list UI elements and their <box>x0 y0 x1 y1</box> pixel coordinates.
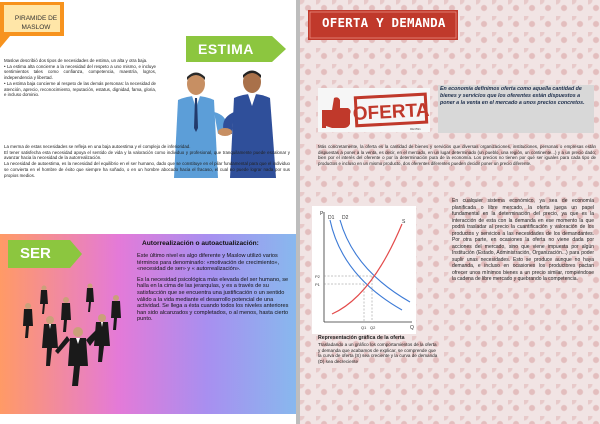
estima-body-para: El tener satisfecha esta necesidad apoya el sentido de vida y la valoración como individuo y profesional, que tranquilamente puede escalonar y avanzar hacia la necesidad de la autorrealización. <box>4 149 290 161</box>
label-s: S <box>402 219 406 225</box>
autorrealizacion-body <box>137 253 289 327</box>
ser-title: SER <box>20 245 51 262</box>
page-title: OFERTA Y DEMANDA <box>322 15 446 30</box>
market-paragraph: En cualquier sistema económico, ya sea de economía planificada o libre mercado, la oferta juega un papel fundamental en la determinación del precio, ya que es la interacción de esta con la demanda en ese momento la que podrá trasladar al precio la cuantificación y valoración de los productos y servicios a las necesidades de los demandantes. Por otra parte, en ocasiones la oferta no viene dada por acciones del mercado, sino que viene impuesta por algún Institución (Estado, Administración, Organización...) para poder suplir unas necesidades. Esto se produce aunque no haya demanda, e incluso en ocasiones los productores pactan ofrecer unos mínimos bienes a un precio similar, rompiéndose la cadena de libre mercado y quebrando la competencia. <box>452 198 594 282</box>
supply-demand-graph <box>312 206 416 334</box>
stamp-text: OFERTA <box>352 99 430 125</box>
estima-body-para: La merma de estas necesidades se refleja en una baja autoestima y el complejo de inferioridad. <box>4 144 191 149</box>
graph-caption-body: Trasladando a un gráfico los comportamientos de la oferta y demanda que acabamos de explicar, se comprende que la curva de oferta (S) sea creciente y la curva de demanda (D) sea decreciente <box>318 342 438 364</box>
estima-intro <box>4 58 156 98</box>
banner-line-1: PIRAMIDE DE <box>14 15 58 22</box>
label-d2: D2 <box>342 215 349 221</box>
image-caption: RE3591 <box>410 127 421 131</box>
axis-label-q: Q <box>410 325 414 331</box>
label-d1: D1 <box>328 215 335 221</box>
oferta-stamp-image <box>318 88 430 132</box>
ser-para: Este último nivel es algo diferente y Maslow utilizó varios términos para denominarlo: «motivación de crecimiento», «necesidad de ser» y « autorrealización». <box>137 253 280 273</box>
estima-tab <box>186 36 286 62</box>
estima-para: • La estima baja concierne al respeto de las demás personas: la necesidad de atención, aprecio, reconocimiento, reputación, estatus, dignidad, fama, gloria, e incluso dominio. <box>4 80 156 98</box>
detail-paragraph: Más concretamente, la oferta es la cantidad de bienes y servicios que diversas organizaciones, instituciones, personas o empresas están dispuestas a poner a la venta, es decir, en el mercado, en un lugar determinado (un pueblo, una región, un continente...) y a un precio dado; bien por el interés del oferente o por la determinación pura de la economía. Los precios no tienen por qué ser iguales para cada tipo de productos e incluso en un mismo producto, dos oferentes diferentes pueden decidir poner un precio diferente. <box>318 144 596 167</box>
pyramid-banner-label <box>8 14 64 32</box>
label-p1: P1 <box>315 282 320 287</box>
label-q2: Q2 <box>370 325 376 330</box>
graph-caption <box>318 336 438 364</box>
estima-body-para: La necesidad de autoestima, es la necesidad del equilibrio en el ser humano, dado que se constituye en el pilar fundamental para que el individuo se convierta en el hombre de éxito que siempre ha soñado, o en un hombre abocado hacia el fracaso, el cual no puede lograr nada por sus propios medios. <box>4 161 290 178</box>
banner-line-2: MASLOW <box>21 24 51 31</box>
estima-title: ESTIMA <box>198 41 254 57</box>
label-p2: P2 <box>315 274 320 279</box>
estima-para: Maslow describió dos tipos de necesidades de estima, un alta y otra baja. <box>4 58 148 63</box>
business-race-photo <box>4 274 128 406</box>
autorrealizacion-title: Autorrealización o autoactualización: <box>142 240 259 247</box>
runners <box>23 284 121 387</box>
label-q1: Q1 <box>361 325 367 330</box>
definition-text: En economía definimos oferta como aquella cantidad de bienes y servicios que los oferentes están dispuestos a poner a la venta en el mercado a unos precios concretos. <box>440 86 585 106</box>
graph-caption-title: Representación gráfica de la oferta <box>318 335 405 341</box>
ser-badge <box>8 240 82 268</box>
estima-body <box>4 144 290 178</box>
ser-para: Es la necesidad psicológica más elevada del ser humano, se halla en la cima de las jerarquías, y es a través de su satisfacción que se encuentra una justificación o un sentido válido a la vida mediante el desarrollo potencial de una actividad. Se llega a ésta cuando todos los niveles anteriores han sido alcanzados y completados, o al menos, hasta cierto punto. <box>137 276 289 323</box>
axis-label-p: P <box>320 211 324 217</box>
estima-para: • La estima alta concierne a la necesidad del respeto a uno mismo, e incluye sentimientos tales como confianza, competencia, maestría, logros, independencia y libertad. <box>4 63 156 81</box>
